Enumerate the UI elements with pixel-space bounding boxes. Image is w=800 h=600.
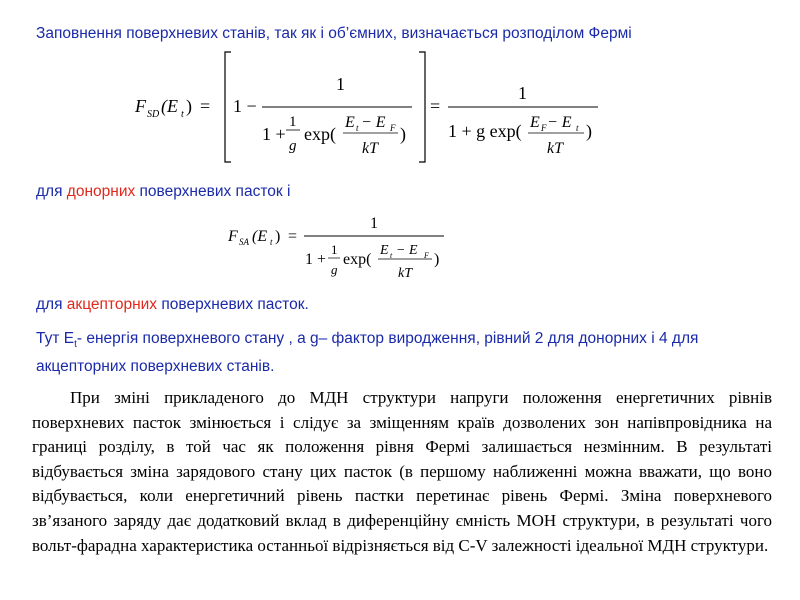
acceptor-line: для акцепторних поверхневих пасток. bbox=[36, 296, 309, 313]
svg-text:g: g bbox=[331, 262, 338, 277]
exp-num: E bbox=[345, 114, 355, 131]
rhs-num: 1 bbox=[518, 83, 527, 103]
exp-open: exp( bbox=[304, 124, 336, 144]
svg-text:F: F bbox=[390, 123, 396, 133]
svg-text:): ) bbox=[275, 228, 281, 245]
f2-symbol: F bbox=[228, 228, 238, 245]
svg-text:): ) bbox=[586, 121, 592, 141]
equals-2: = bbox=[430, 96, 441, 116]
f2-equals: = bbox=[288, 228, 298, 245]
donor-highlight: донорних bbox=[66, 183, 136, 200]
g-den: g bbox=[289, 138, 297, 154]
exp-den: kT bbox=[362, 140, 378, 157]
formula-donor-occupancy bbox=[0, 0, 800, 180]
svg-text:t: t bbox=[576, 123, 579, 133]
svg-text:kT: kT bbox=[547, 140, 563, 157]
donor-line: для донорних поверхневих пасток і bbox=[36, 183, 291, 200]
one-minus: 1 − bbox=[233, 96, 257, 116]
main-num: 1 bbox=[336, 74, 345, 94]
svg-text:1: 1 bbox=[331, 242, 338, 257]
one-plus: 1 + bbox=[262, 124, 286, 144]
formula-acceptor-occupancy bbox=[0, 200, 800, 290]
equals-1: = bbox=[200, 96, 211, 116]
f2-num: 1 bbox=[370, 215, 378, 232]
svg-text:t: t bbox=[270, 237, 273, 247]
f-subscript: SD bbox=[147, 109, 160, 120]
svg-text:− E: − E bbox=[361, 114, 386, 131]
svg-text:SA: SA bbox=[239, 237, 249, 247]
svg-text:E: E bbox=[530, 114, 540, 131]
svg-text:F: F bbox=[424, 251, 429, 260]
g-num: 1 bbox=[289, 114, 297, 130]
svg-text:E: E bbox=[380, 243, 389, 258]
svg-text:1 +: 1 + bbox=[305, 251, 327, 268]
svg-text:− E: − E bbox=[396, 243, 418, 258]
arg-open: (E bbox=[161, 96, 178, 116]
f-symbol: F bbox=[135, 96, 146, 116]
heading-line: Заповнення поверхневих станів, так як і об’ємних, визначається розподілом Фермі bbox=[36, 25, 632, 42]
acceptor-highlight: акцепторних bbox=[66, 296, 158, 313]
svg-text:F: F bbox=[541, 123, 547, 133]
rhs-denominator: 1 + g exp( bbox=[448, 121, 522, 141]
svg-text:t: t bbox=[356, 123, 359, 133]
svg-text:(E: (E bbox=[252, 228, 268, 245]
arg-sub: t bbox=[181, 109, 184, 120]
bracket-left bbox=[225, 52, 231, 162]
body-paragraph: При зміні прикладеного до МДН структури напруги положення енергетичних рівнів поверхневих пасток змінюється і слідує за зміщенням країв дозволених зон напівпровідника на границі розділу, в той час як положення рівня Фермі залишається незмінним. В результаті відбувається зміна зарядового стану цих пасток (в першому наближенні можна вважати, що воно відбувається, коли енергетичний рівень пастки перетинає рівень Фермі. Зміна поверхневого зв’язаного заряду дає додатковий вклад в диференційну ємність МОН структури, в результаті чого вольт-фарадна характеристика останньої відрізняється від C-V залежності ідеальної МДН структури. bbox=[32, 388, 772, 555]
svg-text:exp(: exp( bbox=[343, 251, 372, 268]
bracket-right bbox=[419, 52, 425, 162]
svg-text:): ) bbox=[434, 251, 440, 268]
svg-text:): ) bbox=[400, 124, 406, 144]
arg-close: ) bbox=[186, 96, 192, 116]
svg-text:− E: − E bbox=[547, 114, 572, 131]
note-text: Тут $E_t-$ енергія поверхневого стану , а g– фактор виродження, рівний 2 для донорних і 4 для акцепторних поверхневих станів. bbox=[36, 330, 699, 376]
svg-text:kT: kT bbox=[398, 266, 412, 281]
svg-text:t: t bbox=[390, 251, 393, 260]
